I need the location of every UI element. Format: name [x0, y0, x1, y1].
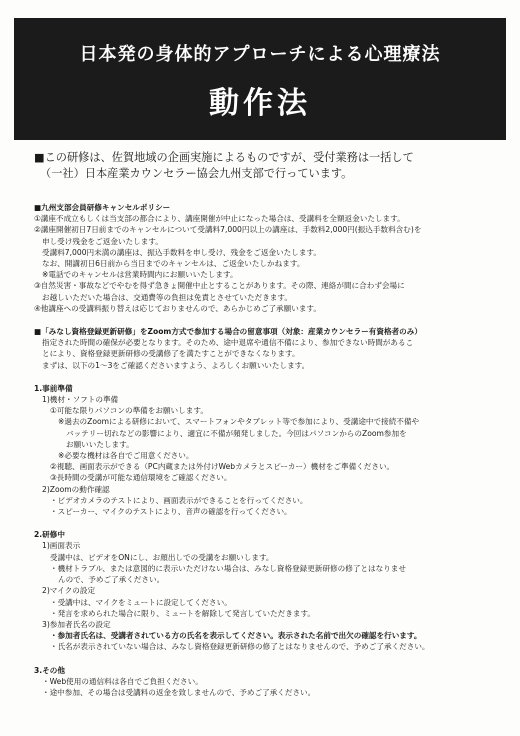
training-line: 1)画面表示 — [42, 541, 81, 551]
prep-line: ③長時間の受講が可能な通信環境をご確認ください。 — [50, 473, 232, 483]
policy-line: ②講座開催初日7日前までのキャンセルについて受講料7,000円以上の講座は、手数料2,000円(振込手数料含む)を — [34, 225, 422, 235]
notice-line: とにより、資格登録更新研修の受講修了を満たすことができなくなります。 — [42, 349, 300, 359]
prep-line: ※過去のZoomによる研修において、スマートフォンやタブレット等で参加により、受講途中で接続不備や — [58, 417, 420, 427]
title-line-2: 動作法 — [209, 86, 311, 121]
policy-line: ③自然災害・事故などでやむを得ず急きょ開催中止とすることがあります。その際、連絡が間に合わず会場に — [34, 281, 405, 291]
training-line: ・受講中は、マイクをミュートに設定してください。 — [50, 597, 232, 607]
training-line: ・発言を求められた場合に限り、ミュートを解除して発言していただきます。 — [50, 608, 316, 618]
during-training-heading: 2.研修中 — [34, 530, 65, 540]
other-section — [34, 665, 490, 699]
policy-line: 申し受け残金をご返金いたします。 — [42, 236, 163, 246]
training-line: ・氏名が表示されていない場合は、みなし資格登録更新研修の修了とはなりませんので、予めご了承ください。 — [50, 642, 430, 652]
prep-line: ※必要な機材は各自でご用意ください。 — [58, 451, 194, 461]
training-line: 受講中は、ビデオをONにし、お顔出しでの受講をお願いします。 — [50, 552, 274, 562]
prep-line: ②視聴、画面表示ができる（PC内蔵または外付けWebカメラとスピーカー）機材をご準備ください。 — [50, 462, 395, 472]
notice-line: 指定された時間の確保が必要となります。そのため、途中退席や通信不備により、参加できない時間があるこ — [42, 338, 414, 348]
training-line-bold: ・参加者氏名は、受講者されている方の氏名を表示してください。表示された名前で出欠の確認を行います。 — [50, 631, 422, 641]
policy-line: ④他講座への受講料振り替えは応じておりませんので、あらかじめご了承願います。 — [34, 303, 322, 313]
prep-line: ・スピーカー、マイクのテストにより、音声の確認を行ってください。 — [50, 507, 292, 517]
prep-line: ・ビデオカメラのテストにより、画面表示ができることを行ってください。 — [50, 495, 308, 505]
training-line: ・機材トラブル、または意図的に表示いただけない場合は、みなし資格登録更新研修の修了とはなりませ — [50, 563, 406, 573]
training-line: んので、予めご了承ください。 — [58, 575, 165, 585]
policy-line: ①講座不成立もしくは当支部の都合により、講座開催が中止になった場合は、受講料を全額返金いたします。 — [34, 214, 405, 224]
intro-line: （一社）日本産業カウンセラー協会九州支部で行っています。 — [40, 167, 353, 180]
policy-line: ※電話でのキャンセルは営業時間内にお願いいたします。 — [42, 270, 238, 280]
cancel-policy-heading: ■九州支部会員研修キャンセルポリシー — [34, 203, 171, 212]
prep-line: ①可能な限りパソコンの準備をお願いします。 — [50, 406, 208, 416]
prep-line: 2)Zoomの動作確認 — [42, 484, 110, 494]
zoom-notice-heading: ■「みなし資格登録更新研修」をZoom方式で参加する場合の留意事項（対象：産業カウンセラー有資格者のみ） — [34, 327, 422, 337]
prep-line: バッテリー切れなどの影響により、適宜に不備が頻発しました。今回はパソコンからのZoom参加を — [66, 428, 407, 438]
title-banner — [14, 18, 506, 140]
other-heading: 3.その他 — [34, 665, 65, 675]
preparation-section — [34, 383, 490, 517]
intro-paragraph — [34, 150, 486, 182]
training-line: 3)参加者氏名の設定 — [42, 619, 111, 629]
cancel-policy-section — [34, 202, 490, 314]
during-training-section — [34, 529, 490, 652]
other-line: ・Web使用の通信料は各自でご負担ください。 — [42, 676, 203, 686]
policy-line: 受講料7,000円未満の講座は、振込手数料を申し受け、残金をご返金いたします。 — [42, 247, 322, 257]
intro-line: ■この研修は、佐賀地域の企画実施によるものですが、受付業務は一括して — [34, 151, 414, 164]
policy-line: なお、開講初日6日前から当日までのキャンセルは、ご返金いたしかねます。 — [42, 259, 305, 269]
notice-line: まずは、以下の1～3をご確認くださいますよう、よろしくお願いいたします。 — [42, 360, 310, 370]
other-line: ・途中参加、その場合は受講料の返金を致しませんので、予めご了承ください。 — [42, 687, 316, 697]
prep-line: 1)機材・ソフトの準備 — [42, 395, 119, 405]
title-line-1: 日本発の身体的アプローチによる心理療法 — [79, 44, 441, 65]
preparation-heading: 1.事前準備 — [34, 383, 73, 393]
training-line: 2)マイクの設定 — [42, 586, 96, 596]
policy-line: お越しいただいた場合は、交通費等の負担は免責とさせていただきます。 — [42, 292, 292, 302]
zoom-notice-section — [34, 326, 490, 371]
document-body — [34, 196, 490, 698]
prep-line: お願いいたします。 — [66, 439, 134, 449]
